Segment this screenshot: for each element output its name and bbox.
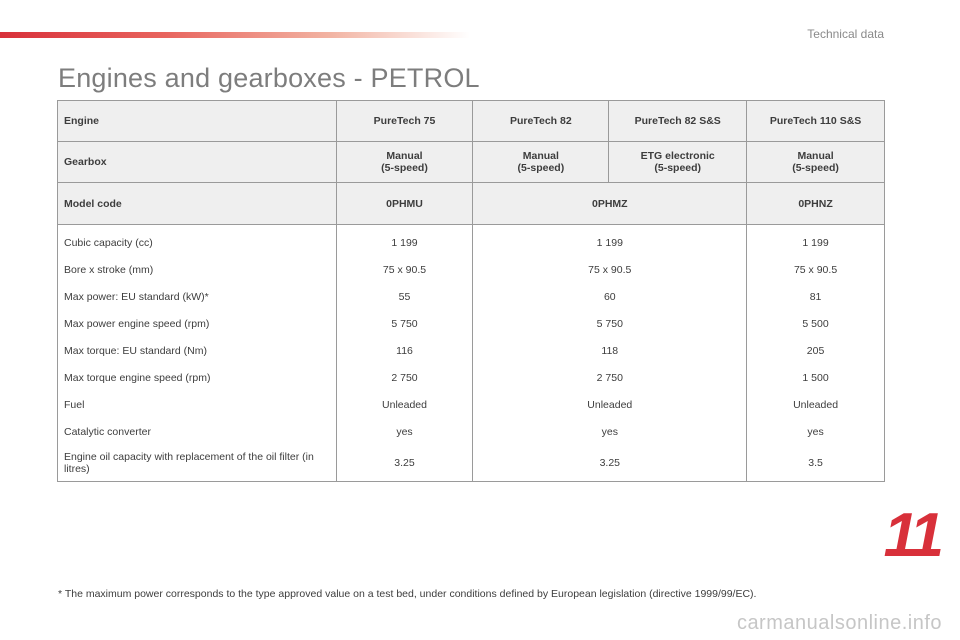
chapter-number: 11 [883, 501, 940, 570]
row-value: 116 [336, 337, 473, 364]
row-value: 75 x 90.5 [747, 256, 885, 283]
section-title: Technical data [807, 27, 884, 41]
row-value: 1 500 [747, 364, 885, 391]
table-row [58, 256, 885, 283]
table-row [58, 445, 885, 482]
row-value: 118 [473, 337, 747, 364]
header-puretech-75: PureTech 75 [336, 101, 473, 142]
footnote: * The maximum power corresponds to the type approved value on a test bed, under conditions defined by European legislation (directive 1999/99/EC). [58, 588, 757, 600]
row-label: Max power: EU standard (kW)* [58, 283, 337, 310]
row-value: 1 199 [747, 225, 885, 257]
model-code-row [58, 183, 885, 225]
row-value: Unleaded [336, 391, 473, 418]
table-row [58, 364, 885, 391]
row-value: 5 750 [473, 310, 747, 337]
row-label: Max torque: EU standard (Nm) [58, 337, 337, 364]
engine-spec-table [57, 100, 885, 482]
model-code-cell: 0PHMZ [473, 183, 747, 225]
top-accent-bar [0, 32, 470, 38]
gearbox-label: Gearbox [58, 142, 337, 183]
row-value: 3.5 [747, 445, 885, 482]
gearbox-cell: Manual (5-speed) [473, 142, 609, 183]
header-puretech-82-ss: PureTech 82 S&S [609, 101, 747, 142]
row-value: 5 750 [336, 310, 473, 337]
gearbox-row [58, 142, 885, 183]
table-header-row [58, 101, 885, 142]
gearbox-cell: Manual (5-speed) [747, 142, 885, 183]
watermark: carmanualsonline.info [736, 612, 942, 634]
row-label: Cubic capacity (cc) [58, 225, 337, 257]
row-value: 1 199 [473, 225, 747, 257]
row-value: 3.25 [473, 445, 747, 482]
model-code-label: Model code [58, 183, 337, 225]
row-value: Unleaded [747, 391, 885, 418]
row-value: 205 [747, 337, 885, 364]
row-value: 2 750 [473, 364, 747, 391]
table-row [58, 283, 885, 310]
model-code-cell: 0PHNZ [747, 183, 885, 225]
row-label: Engine oil capacity with replacement of the oil filter (in litres) [58, 445, 337, 482]
row-label: Fuel [58, 391, 337, 418]
row-value: 60 [473, 283, 747, 310]
table-row [58, 418, 885, 445]
table-row [58, 391, 885, 418]
row-value: 5 500 [747, 310, 885, 337]
row-label: Max power engine speed (rpm) [58, 310, 337, 337]
row-value: 2 750 [336, 364, 473, 391]
header-puretech-110-ss: PureTech 110 S&S [747, 101, 885, 142]
gearbox-cell: Manual (5-speed) [336, 142, 473, 183]
page-title: Engines and gearboxes - PETROL [58, 63, 480, 93]
gearbox-cell: ETG electronic (5-speed) [609, 142, 747, 183]
row-value: 75 x 90.5 [336, 256, 473, 283]
row-label: Max torque engine speed (rpm) [58, 364, 337, 391]
row-value: 81 [747, 283, 885, 310]
table-row [58, 310, 885, 337]
header-engine: Engine [58, 101, 337, 142]
row-value: yes [336, 418, 473, 445]
row-value: 3.25 [336, 445, 473, 482]
row-value: yes [473, 418, 747, 445]
table-row [58, 337, 885, 364]
row-label: Catalytic converter [58, 418, 337, 445]
row-value: Unleaded [473, 391, 747, 418]
row-label: Bore x stroke (mm) [58, 256, 337, 283]
row-value: 75 x 90.5 [473, 256, 747, 283]
row-value: yes [747, 418, 885, 445]
row-value: 1 199 [336, 225, 473, 257]
header-puretech-82: PureTech 82 [473, 101, 609, 142]
table-row [58, 225, 885, 257]
model-code-cell: 0PHMU [336, 183, 473, 225]
row-value: 55 [336, 283, 473, 310]
